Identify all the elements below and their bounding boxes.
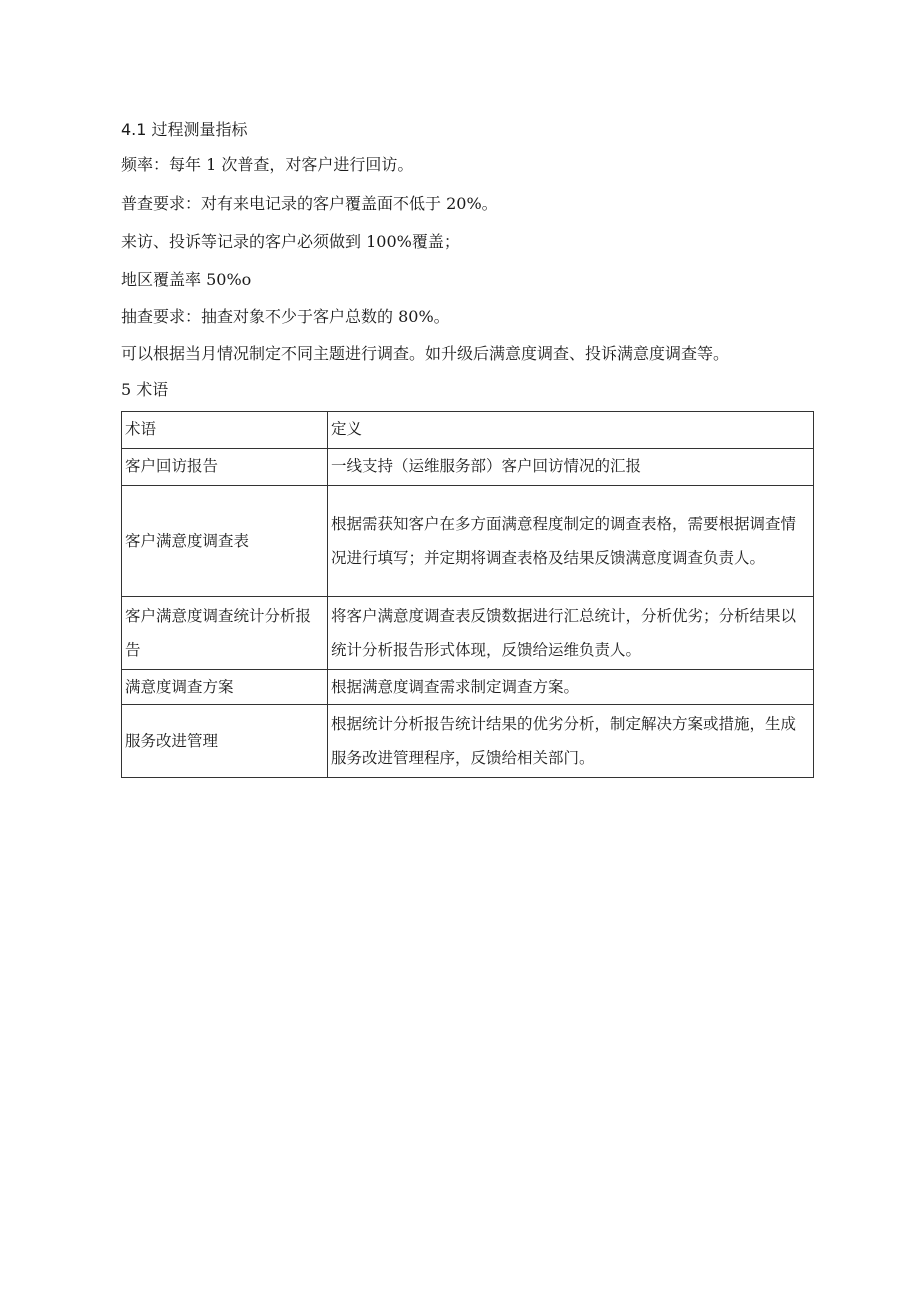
- term-cell: 客户回访报告: [122, 449, 328, 486]
- table-row: [122, 705, 814, 778]
- definition-cell: 根据满意度调查需求制定调查方案。: [328, 670, 814, 705]
- paragraph-visit-coverage: 来访、投诉等记录的客户必须做到 100%覆盖；: [121, 232, 460, 251]
- table-row: [122, 486, 814, 597]
- definition-cell: 根据统计分析报告统计结果的优劣分析，制定解决方案或措施，生成服务改进管理程序，反馈给相关部门。: [328, 705, 814, 778]
- table-header-row: [122, 412, 814, 449]
- definition-cell: 将客户满意度调查表反馈数据进行汇总统计，分析优劣；分析结果以统计分析报告形式体现，反馈给运维负责人。: [328, 597, 814, 670]
- paragraph-frequency: 频率：每年 1 次普查，对客户进行回访。: [121, 155, 414, 174]
- paragraph-monthly-topics: 可以根据当月情况制定不同主题进行调查。如升级后满意度调查、投诉满意度调查等。: [121, 344, 730, 363]
- header-term: 术语: [122, 412, 328, 449]
- definition-cell: 根据需获知客户在多方面满意程度制定的调查表格，需要根据调查情况进行填写；并定期将调查表格及结果反馈满意度调查负责人。: [328, 486, 814, 597]
- section-heading-5: 5 术语: [121, 380, 169, 399]
- section-heading-4-1: 4.1 过程测量指标: [121, 120, 248, 139]
- paragraph-region-coverage: 地区覆盖率 50%o: [121, 270, 252, 289]
- term-cell: 满意度调查方案: [122, 670, 328, 705]
- definition-cell: 一线支持（运维服务部）客户回访情况的汇报: [328, 449, 814, 486]
- table-row: [122, 597, 814, 670]
- term-cell: 服务改进管理: [122, 705, 328, 778]
- term-cell: 客户满意度调查表: [122, 486, 328, 597]
- paragraph-sampling-requirement: 抽查要求：抽查对象不少于客户总数的 80%。: [121, 307, 450, 326]
- term-cell: 客户满意度调查统计分析报告: [122, 597, 328, 670]
- table-row: [122, 670, 814, 705]
- table-row: [122, 449, 814, 486]
- terms-table: [121, 411, 814, 778]
- paragraph-survey-requirement: 普查要求：对有来电记录的客户覆盖面不低于 20%。: [121, 194, 498, 213]
- header-definition: 定义: [328, 412, 814, 449]
